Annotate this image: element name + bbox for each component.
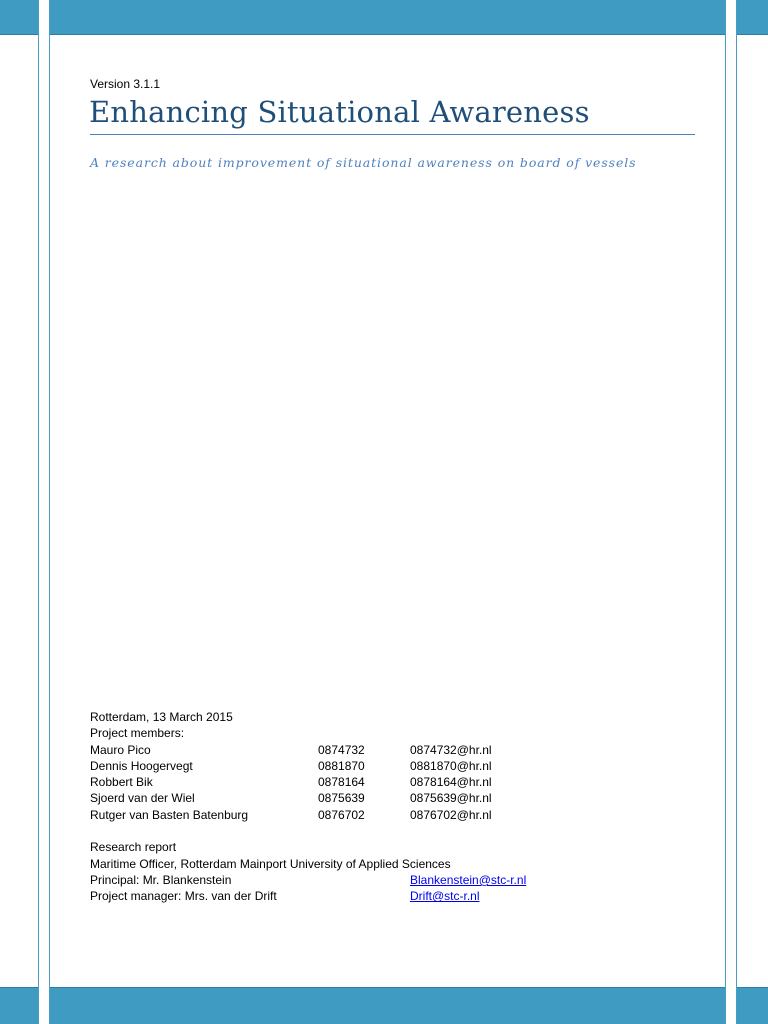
page-border-line [49,0,50,1024]
manager-email-link[interactable]: Drift@stc-r.nl [410,889,480,904]
member-number: 0874732 [318,742,365,757]
footer-bar-left [0,987,38,1024]
document-subtitle: A research about improvement of situational awareness on board of vessels [90,155,637,170]
document-version: Version 3.1.1 [90,77,161,91]
member-number: 0881870 [318,758,365,773]
manager-label: Project manager: Mrs. van der Drift [90,889,277,904]
principal-label: Principal: Mr. Blankenstein [90,872,232,887]
member-email: 0874732@hr.nl [410,742,492,757]
member-email: 0875639@hr.nl [410,791,492,806]
principal-email-link[interactable]: Blankenstein@stc-r.nl [410,872,527,887]
member-name: Mauro Pico [90,742,151,757]
page-border-line [725,0,726,1024]
footer-bar [49,987,725,1024]
footer-bar-right [736,987,768,1024]
header-bar-right [736,0,768,35]
member-number: 0878164 [318,775,365,790]
member-name: Robbert Bik [90,775,153,790]
header-bar [49,0,725,35]
page-border-line [736,0,737,1024]
document-title: Enhancing Situational Awareness [89,95,590,129]
member-name: Sjoerd van der Wiel [90,791,195,806]
member-number: 0875639 [318,791,365,806]
member-name: Rutger van Basten Batenburg [90,807,249,822]
member-email: 0881870@hr.nl [410,758,492,773]
page-border-line [38,0,39,1024]
member-email: 0876702@hr.nl [410,807,492,822]
header-bar-left [0,0,38,35]
member-email: 0878164@hr.nl [410,775,492,790]
member-number: 0876702 [318,807,365,822]
title-divider [90,134,695,135]
member-name: Dennis Hoogervegt [90,758,193,773]
